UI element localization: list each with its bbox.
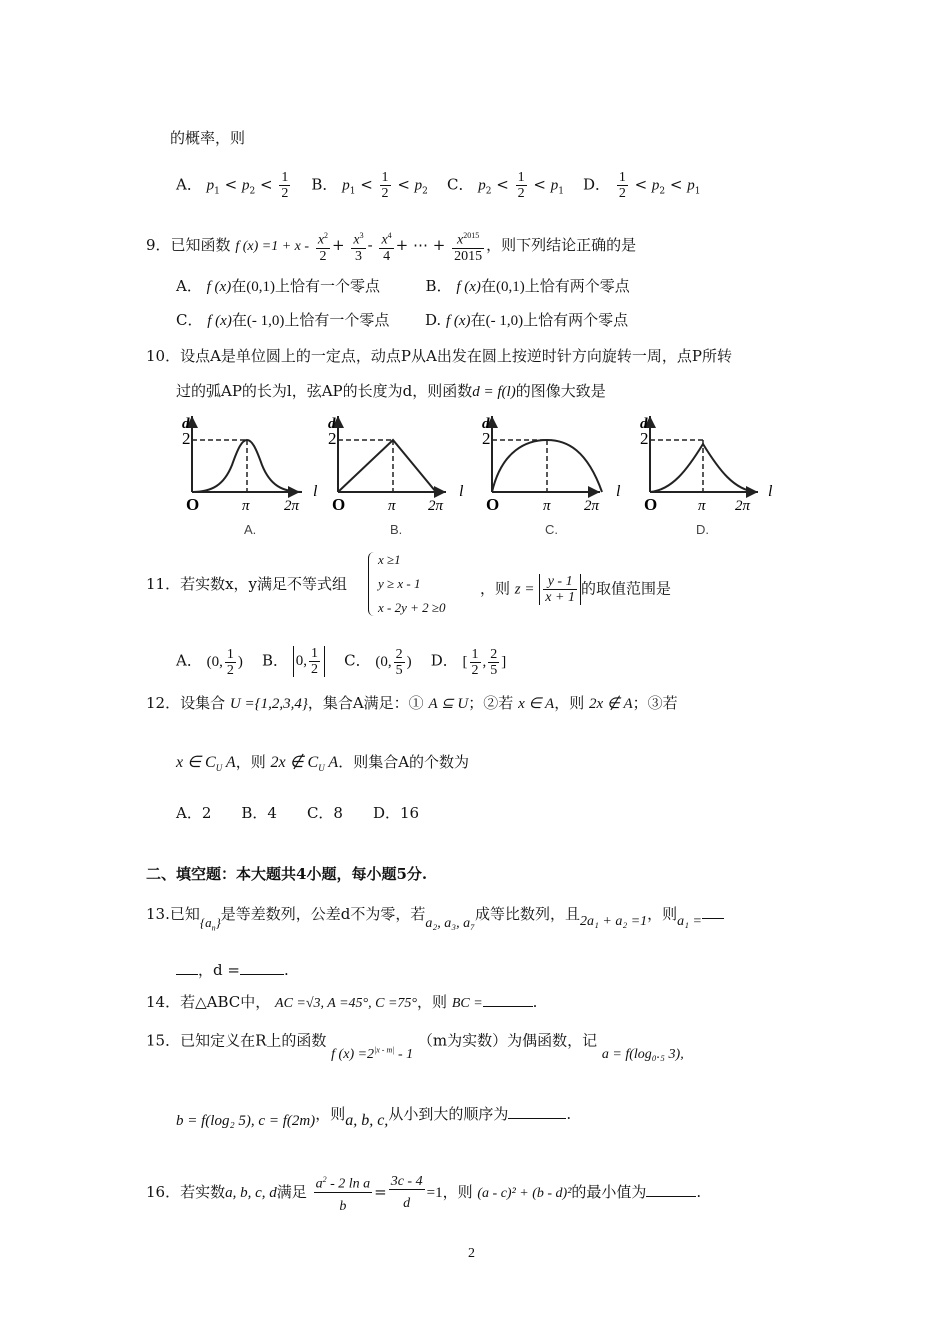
graph-c-caption: C. (545, 522, 558, 537)
q15-line2 (176, 1104, 572, 1129)
graph-c-pi: π (543, 498, 551, 514)
q16-blank[interactable] (646, 1196, 696, 1197)
q8-opt-b: B． (311, 175, 338, 194)
q13-number: 13. (146, 905, 170, 923)
graph-a-pi: π (242, 498, 250, 514)
q15-mid: （m为实数）为偶函数，记 (417, 1031, 598, 1050)
q13-cond: 2a₁ + a₂ =1 (580, 914, 648, 929)
q12-line2-mid: ，则 (235, 753, 266, 771)
q12-cond2b: 2x ∉ A (588, 696, 633, 712)
q15-vars: a, b, c, (345, 1112, 389, 1129)
q15-a-def: a = f(log₀.₅ 3), (601, 1046, 684, 1062)
q9-c-interval: (- 1,0) (246, 313, 285, 329)
q11-sys1: x ≥1 (378, 552, 401, 567)
q16-vars: a, b, c, d (225, 1184, 277, 1201)
q13-seq: a₂, a₃, a₇ (425, 916, 475, 931)
q10-graphs (172, 410, 792, 540)
q9-stem: 9．已知函数 f (x) =1 + x - $\frac{x^2}{2}$ + $\frac{x^3}{3}$ - $\frac{x^4}{4}$ + ⋯ + $\frac{x^{2015}}{2015}$ ，则下列结论正确的是 (146, 228, 636, 264)
graph-b (328, 416, 464, 537)
q14-end: . (532, 993, 538, 1011)
q11-sys2: y ≥ x - 1 (378, 576, 421, 591)
graph-a-origin: O (186, 495, 200, 514)
q9-b-text2: 上恰有两个零点 (524, 277, 630, 295)
q13-end: . (283, 961, 289, 979)
q9-a-interval: (0,1) (246, 279, 275, 295)
q9-a-text1: 在 (231, 277, 247, 295)
q11-opt-d: D． (430, 651, 458, 670)
graph-b-y-tick: 2 (328, 429, 337, 448)
q13-line2 (176, 960, 289, 980)
graph-d (640, 416, 773, 537)
q15-post: 从小到大的顺序为 (388, 1105, 509, 1123)
section2-heading: 二、填空题：本大题共4小题，每小题5分. (146, 865, 428, 883)
q11-stem-mid: ，则 z = $\frac{y - 1}{x + 1}$ 的取值范围是 (480, 574, 671, 605)
q13-t4: ，则 (647, 905, 678, 923)
q9-d-text1: 在 (470, 311, 486, 329)
q15-blank[interactable] (508, 1118, 566, 1119)
q9-opt-a: A． (176, 277, 202, 295)
q8-opt-d: D． (583, 175, 611, 194)
graph-b-curve (338, 440, 436, 492)
q14-number: 14． (146, 993, 181, 1011)
q10-line2 (176, 381, 606, 402)
q11-stem-pre-text: 若实数x，y满足不等式组 (180, 575, 348, 593)
q14-ans: BC = (451, 996, 483, 1011)
q14-mid: ，则 (417, 993, 448, 1011)
graph-a-l-label: l (313, 483, 318, 500)
q11-stem-mid-text: ，则 (480, 579, 511, 598)
q15-line1: 15．已知定义在R上的函数 f $(x) =2^{|x - m|} - 1$ （m为实数）为偶函数，记 a = f(log₀.₅ 3), (146, 1031, 684, 1062)
q12-number: 12． (146, 694, 181, 712)
q13-t3: 成等比数列，且 (475, 905, 581, 923)
q9-d-interval: (- 1,0) (485, 313, 524, 329)
q9-row-ab: A． f (x)在(0,1)上恰有一个零点 B． f (x)在(0,1)上恰有两个零点 (176, 277, 630, 295)
graph-c-d-label: d (482, 416, 490, 432)
q12-line1-mid3: ，则 (554, 694, 585, 712)
graph-d-caption: D. (696, 522, 709, 537)
graph-d-2pi: 2π (735, 498, 751, 514)
q12-line1-mid2: ；②若 (468, 694, 514, 712)
q12-cond1: A ⊆ U (428, 696, 469, 712)
graph-b-2pi: 2π (428, 498, 444, 514)
q12-set-u: U ={1,2,3,4} (229, 696, 308, 712)
q11-stem-pre (146, 574, 347, 594)
graph-c-y-tick: 2 (482, 429, 491, 448)
q9-c-text2: 上恰有一个零点 (284, 311, 390, 329)
q12-cond2a: x ∈ A (518, 696, 555, 712)
graph-a (182, 416, 318, 537)
q12-line1-mid: ，集合A满足：① (307, 694, 424, 712)
graph-c-origin: O (486, 495, 500, 514)
q9-a-text2: 上恰有一个零点 (274, 277, 380, 295)
graph-a-d-label: d (182, 416, 190, 432)
q8-options: A． $p_1 < p_2$ < $\frac{1}{2}$ B． $p_1$ < $\frac{1}{2}$ < $p_2$ C． $p_2$ < $\frac{1}{2}$ < $p_1$ D． $\frac{1}{2}$ < $p_2 < p_1$ (176, 170, 701, 201)
q9-opt-c: C． (176, 311, 203, 329)
q15-pre: 已知定义在R上的函数 (180, 1031, 327, 1050)
q9-row-cd: C． f (x)在(- 1,0)上恰有一个零点 D. f (x)在(- 1,0)上恰有两个零点 (176, 311, 629, 329)
graph-b-caption: B. (390, 522, 403, 537)
q9-opt-d: D. (424, 311, 442, 329)
q14-math: AC =√3, A =45°, C =75° (275, 996, 418, 1011)
graph-d-pi: π (698, 498, 706, 514)
q16-number: 16． (146, 1182, 181, 1201)
graph-a-2pi: 2π (284, 498, 300, 514)
graph-d-y-tick: 2 (640, 429, 649, 448)
graph-d-origin: O (644, 495, 658, 514)
q9-stem-post: ，则下列结论正确的是 (486, 235, 637, 254)
q11-opt-a: A． (176, 651, 202, 670)
q13-blank-d[interactable] (240, 974, 284, 975)
q12-options: A．2 B．4 C．8 D．16 (176, 804, 420, 822)
q16-end: . (696, 1182, 702, 1201)
q15-number: 15． (146, 1031, 181, 1050)
q9-d-text2: 上恰有两个零点 (523, 311, 629, 329)
q11-stem-post: 的取值范围是 (580, 579, 671, 598)
q15-mid2: ，则 (315, 1105, 346, 1123)
q16-expr: (a - c)² + (b - d)² (477, 1185, 572, 1201)
q11-opt-b: B． (261, 651, 288, 670)
graph-a-caption: A. (244, 522, 257, 537)
q8-tail: 的概率，则 (170, 129, 246, 147)
q14-pre: 若△ABC中， (180, 993, 271, 1011)
q15-end: . (566, 1105, 572, 1123)
q13-t2: 是等差数列，公差d不为零，若 (220, 905, 426, 923)
q16-pre: 若实数 (180, 1182, 226, 1201)
graph-c-2pi: 2π (584, 498, 600, 514)
q9-opt-b: B． (425, 277, 452, 295)
q16-post: 的最小值为 (571, 1182, 647, 1201)
graph-a-y-tick: 2 (182, 429, 191, 448)
q13-blank-a1-cont[interactable] (176, 974, 198, 975)
q11-sys3: x - 2y + 2 ≥0 (378, 600, 446, 615)
q11-options: A． (0, $\frac{1}{2}$ ) B． 0, $\frac{1}{2}$ C． (0, $\frac{2}{5}$ ) D． [ $\frac{1}{2}$ , $\frac{2}{5}$ ] (176, 646, 507, 678)
q12-line2-post: ．则集合A的个数为 (338, 753, 470, 771)
graph-d-l-label: l (768, 483, 773, 500)
q10-line2-pre: 过的弧AP的长为l，弦AP的长度为d，则函数 (176, 382, 473, 400)
graph-c-l-label: l (616, 483, 621, 500)
q10-line1-text: 设点A是单位圆上的一定点，动点P从A出发在圆上按逆时针方向旋转一周，点P所转 (180, 347, 732, 365)
q10-line1 (146, 346, 732, 366)
q11-number: 11． (146, 575, 181, 593)
q12-line2: x ∈ $C_U$ A，则 2x ∉ $C_U$ A．则集合A的个数为 (176, 753, 470, 774)
q10-line2-math: d = f(l) (472, 384, 516, 400)
graph-b-l-label: l (459, 483, 464, 500)
q13-t1: 已知 (169, 905, 200, 923)
q13-line2-text: ，d = (198, 961, 240, 979)
q12-line1 (146, 693, 678, 714)
q9-number: 9． (146, 235, 171, 254)
q11-brace (368, 552, 377, 616)
q9-b-interval: (0,1) (495, 279, 525, 295)
q13-blank-a1[interactable] (702, 918, 724, 919)
q13-line1: 13.已知$\{a_n\}$是等差数列，公差d不为零，若a₂, a₃, a₇成等比数列，且2a₁ + a₂ =1，则a₁ = (146, 904, 724, 931)
q9-b-text1: 在 (480, 277, 496, 295)
q16: 16．若实数a, b, c, d满足 $\frac{a^2 - 2 \ln a}{b}$ = $\frac{3c - 4}{d}$ =1，则 (a - c)² + (b - d)²的最小值为 . (146, 1172, 701, 1214)
q8-opt-a: A． (176, 175, 202, 194)
graph-b-pi: π (388, 498, 396, 514)
q10-number: 10． (146, 347, 181, 365)
page-number: 2 (468, 1246, 475, 1261)
q9-c-text1: 在 (231, 311, 247, 329)
q14-blank[interactable] (483, 1006, 533, 1007)
q16-mid: 满足 (276, 1182, 307, 1201)
graph-d-d-label: d (640, 416, 648, 432)
graph-b-d-label: d (328, 416, 336, 432)
q9-stem-pre: 已知函数 (170, 235, 231, 254)
q12-line1-post: ；③若 (632, 694, 678, 712)
q10-line2-post: 的图像大致是 (515, 382, 606, 400)
q15-b-def: b = f(log₂ 5), c = f(2m) (176, 1113, 316, 1129)
q13-ans-a1: a₁ = (677, 914, 702, 929)
q8-opt-c: C． (446, 175, 474, 194)
graph-c (482, 416, 621, 537)
q16-mid2: ，则 (442, 1182, 473, 1201)
q11-opt-c: C． (344, 651, 371, 670)
q14 (146, 992, 537, 1014)
q12-line1-pre: 设集合 (180, 694, 226, 712)
graph-b-origin: O (332, 495, 346, 514)
